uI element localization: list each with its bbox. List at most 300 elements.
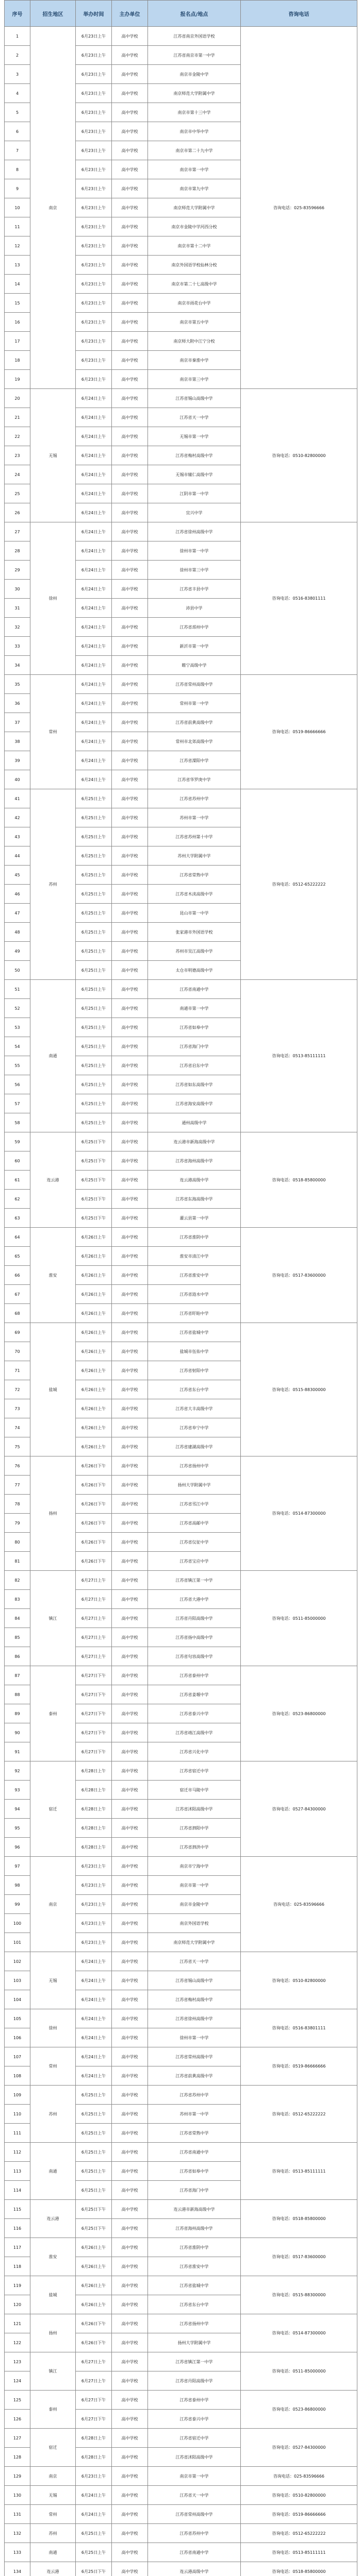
row-seq: 84 — [5, 1609, 30, 1628]
table-row — [5, 389, 357, 408]
row-time: 6月28日上午 — [76, 1781, 112, 1800]
row-area: 宿迁 — [30, 2429, 76, 2467]
row-time: 6月25日上午 — [76, 904, 112, 923]
row-time: 6月23日上午 — [76, 122, 112, 141]
row-venue: 江苏省天一中学 — [148, 2486, 241, 2505]
row-host: 高中学校 — [112, 1952, 148, 1971]
row-venue: 江苏省海安高级中学 — [148, 1094, 241, 1113]
row-time: 6月24日上午 — [76, 484, 112, 503]
row-host: 高中学校 — [112, 2124, 148, 2143]
row-contact: 咨询电话：0511-85000000 — [241, 1571, 357, 1666]
row-host: 高中学校 — [112, 1228, 148, 1247]
row-area: 泰州 — [30, 2391, 76, 2429]
row-host: 高中学校 — [112, 541, 148, 561]
row-area: 苏州 — [30, 789, 76, 980]
row-time: 6月28日上午 — [76, 1800, 112, 1819]
row-host: 高中学校 — [112, 2543, 148, 2562]
row-venue: 南京外国语学校仙林分校 — [148, 256, 241, 275]
row-host: 高中学校 — [112, 2505, 148, 2524]
row-host: 高中学校 — [112, 1723, 148, 1742]
row-time: 6月27日下午 — [76, 1723, 112, 1742]
row-venue: 无锡市第一中学 — [148, 427, 241, 446]
row-seq: 35 — [5, 675, 30, 694]
row-time: 6月26日上午 — [76, 1437, 112, 1456]
row-host: 高中学校 — [112, 2352, 148, 2371]
row-host: 高中学校 — [112, 1209, 148, 1228]
row-host: 高中学校 — [112, 351, 148, 370]
row-time: 6月25日上午 — [76, 2143, 112, 2162]
table-row — [5, 2086, 357, 2105]
row-venue: 江苏省大丰高级中学 — [148, 1399, 241, 1418]
row-time: 6月26日上午 — [76, 1418, 112, 1437]
row-host: 高中学校 — [112, 2009, 148, 2028]
table-row — [5, 1952, 357, 1971]
row-venue: 无锡市辅仁高级中学 — [148, 465, 241, 484]
row-venue: 江苏省淮阴中学 — [148, 1228, 241, 1247]
table-row — [5, 1456, 357, 1476]
row-host: 高中学校 — [112, 2333, 148, 2352]
row-host: 高中学校 — [112, 885, 148, 904]
row-seq: 9 — [5, 179, 30, 198]
row-seq: 66 — [5, 1266, 30, 1285]
row-host: 高中学校 — [112, 1571, 148, 1590]
row-time: 6月23日上午 — [76, 351, 112, 370]
row-host: 高中学校 — [112, 1819, 148, 1838]
row-venue: 苏州市第一中学 — [148, 2105, 241, 2124]
row-time: 6月26日上午 — [76, 1247, 112, 1266]
row-time: 6月27日上午 — [76, 1628, 112, 1647]
table-row — [5, 2505, 357, 2524]
row-venue: 江苏省镇江第一中学 — [148, 1571, 241, 1590]
row-venue: 南京师范大学附属中学 — [148, 198, 241, 217]
row-seq: 55 — [5, 1056, 30, 1075]
row-venue: 江苏省梅村高级中学 — [148, 446, 241, 465]
row-area: 南通 — [30, 2543, 76, 2562]
row-contact: 咨询电话：0512-65222222 — [241, 2524, 357, 2543]
row-host: 高中学校 — [112, 370, 148, 389]
row-area: 南京 — [30, 27, 76, 389]
row-host: 高中学校 — [112, 84, 148, 103]
row-seq: 72 — [5, 1380, 30, 1399]
row-area: 宿迁 — [30, 1761, 76, 1857]
row-seq: 98 — [5, 1876, 30, 1895]
row-host: 高中学校 — [112, 484, 148, 503]
row-time: 6月23日上午 — [76, 84, 112, 103]
table-row — [5, 980, 357, 999]
row-seq: 114 — [5, 2181, 30, 2200]
row-host: 高中学校 — [112, 1094, 148, 1113]
row-host: 高中学校 — [112, 1742, 148, 1761]
row-host: 高中学校 — [112, 141, 148, 160]
row-venue: 江苏省南京市第一中学 — [148, 46, 241, 65]
row-time: 6月26日上午 — [76, 1361, 112, 1380]
row-venue: 江苏省盐城中学 — [148, 1323, 241, 1342]
row-seq: 99 — [5, 1895, 30, 1914]
row-time: 6月24日上午 — [76, 503, 112, 522]
table-row — [5, 2486, 357, 2505]
row-host: 高中学校 — [112, 1456, 148, 1476]
row-time: 6月24日上午 — [76, 675, 112, 694]
row-seq: 97 — [5, 1857, 30, 1876]
row-venue: 江苏省泰州中学 — [148, 1666, 241, 1685]
row-host: 高中学校 — [112, 103, 148, 122]
row-venue: 江苏省宿迁中学 — [148, 2429, 241, 2448]
row-venue: 南京市金陵中学 — [148, 1895, 241, 1914]
row-time: 6月26日下午 — [76, 1533, 112, 1552]
row-time: 6月23日上午 — [76, 332, 112, 351]
table-row — [5, 2391, 357, 2410]
row-time: 6月25日上午 — [76, 2543, 112, 2562]
row-seq: 46 — [5, 885, 30, 904]
row-area: 淮安 — [30, 1228, 76, 1323]
row-venue: 江苏省常熟中学 — [148, 866, 241, 885]
row-host: 高中学校 — [112, 866, 148, 885]
row-area: 常州 — [30, 2505, 76, 2524]
table-row — [5, 2047, 357, 2066]
row-seq: 36 — [5, 694, 30, 713]
row-seq: 69 — [5, 1323, 30, 1342]
row-time: 6月26日上午 — [76, 1342, 112, 1361]
row-host: 高中学校 — [112, 2524, 148, 2543]
row-time: 6月23日上午 — [76, 217, 112, 236]
row-host: 高中学校 — [112, 2295, 148, 2314]
row-time: 6月25日上午 — [76, 1094, 112, 1113]
row-seq: 77 — [5, 1476, 30, 1495]
row-seq: 26 — [5, 503, 30, 522]
row-contact: 咨询电话：0519-86666666 — [241, 2047, 357, 2086]
row-time: 6月26日下午 — [76, 1514, 112, 1533]
row-contact: 咨询电话：0514-87300000 — [241, 2314, 357, 2352]
row-seq: 54 — [5, 1037, 30, 1056]
row-seq: 86 — [5, 1647, 30, 1666]
row-venue: 南京市宁海中学 — [148, 1857, 241, 1876]
row-time: 6月25日上午 — [76, 2524, 112, 2543]
row-host: 高中学校 — [112, 2162, 148, 2181]
row-seq: 128 — [5, 2448, 30, 2467]
row-venue: 南京外国语学校 — [148, 1914, 241, 1933]
row-host: 高中学校 — [112, 2066, 148, 2086]
row-area: 徐州 — [30, 2009, 76, 2047]
row-host: 高中学校 — [112, 656, 148, 675]
row-seq: 17 — [5, 332, 30, 351]
row-venue: 江苏省东海高级中学 — [148, 1190, 241, 1209]
table-row — [5, 2467, 357, 2486]
row-seq: 123 — [5, 2352, 30, 2371]
row-venue: 南京市雨花台中学 — [148, 294, 241, 313]
row-seq: 20 — [5, 389, 30, 408]
row-area: 南通 — [30, 980, 76, 1132]
row-seq: 125 — [5, 2391, 30, 2410]
row-time: 6月26日下午 — [76, 2333, 112, 2352]
row-area: 盐城 — [30, 1323, 76, 1456]
row-seq: 80 — [5, 1533, 30, 1552]
row-host: 高中学校 — [112, 675, 148, 694]
row-venue: 南通市第一中学 — [148, 999, 241, 1018]
row-seq: 117 — [5, 2238, 30, 2257]
row-venue: 江苏省海州高级中学 — [148, 1151, 241, 1171]
row-contact: 咨询电话：0519-86666666 — [241, 675, 357, 789]
row-host: 高中学校 — [112, 1018, 148, 1037]
row-host: 高中学校 — [112, 618, 148, 637]
row-area: 南京 — [30, 1857, 76, 1952]
row-venue: 南京市秦淮中学 — [148, 351, 241, 370]
row-seq: 83 — [5, 1590, 30, 1609]
header-seq: 序号 — [5, 1, 30, 27]
row-time: 6月25日下午 — [76, 1171, 112, 1190]
row-seq: 51 — [5, 980, 30, 999]
row-host: 高中学校 — [112, 2086, 148, 2105]
row-venue: 南京市第十三中学 — [148, 103, 241, 122]
row-contact: 咨询电话：0517-83600000 — [241, 2238, 357, 2276]
row-seq: 48 — [5, 923, 30, 942]
row-time: 6月23日上午 — [76, 236, 112, 256]
row-venue: 江苏省镇江第一中学 — [148, 2352, 241, 2371]
row-time: 6月25日上午 — [76, 2124, 112, 2143]
row-venue: 江苏省徐州高级中学 — [148, 522, 241, 541]
row-time: 6月24日上午 — [76, 408, 112, 427]
row-seq: 49 — [5, 942, 30, 961]
row-venue: 江苏省涟水中学 — [148, 1285, 241, 1304]
row-venue: 江苏省东台中学 — [148, 1380, 241, 1399]
row-host: 高中学校 — [112, 1266, 148, 1285]
row-venue: 江苏省宿迁中学 — [148, 1761, 241, 1781]
row-seq: 106 — [5, 2028, 30, 2047]
row-host: 高中学校 — [112, 1171, 148, 1190]
row-contact: 咨询电话：0527-84300000 — [241, 2429, 357, 2467]
row-time: 6月24日上午 — [76, 770, 112, 789]
row-host: 高中学校 — [112, 732, 148, 751]
schedule-table — [4, 0, 357, 2576]
row-venue: 南京市第一中学 — [148, 2467, 241, 2486]
row-venue: 江苏省如皋中学 — [148, 1018, 241, 1037]
table-row — [5, 1323, 357, 1342]
row-host: 高中学校 — [112, 1151, 148, 1171]
row-time: 6月23日上午 — [76, 370, 112, 389]
row-contact: 咨询电话：0510-82800000 — [241, 2486, 357, 2505]
schedule-sheet — [4, 0, 357, 2576]
row-time: 6月26日下午 — [76, 1495, 112, 1514]
row-venue: 南京市第九中学 — [148, 179, 241, 198]
row-venue: 江苏省常州高级中学 — [148, 675, 241, 694]
row-time: 6月23日上午 — [76, 46, 112, 65]
row-venue: 江苏省南通中学 — [148, 2543, 241, 2562]
row-time: 6月27日上午 — [76, 1571, 112, 1590]
row-time: 6月24日上午 — [76, 1971, 112, 1990]
row-host: 高中学校 — [112, 1437, 148, 1456]
row-venue: 江苏省大港中学 — [148, 1590, 241, 1609]
row-seq: 104 — [5, 1990, 30, 2009]
row-seq: 5 — [5, 103, 30, 122]
row-host: 高中学校 — [112, 522, 148, 541]
row-seq: 27 — [5, 522, 30, 541]
row-contact: 咨询电话：0523-86800000 — [241, 1666, 357, 1761]
row-time: 6月24日上午 — [76, 389, 112, 408]
row-venue: 淮安市清江中学 — [148, 1247, 241, 1266]
row-host: 高中学校 — [112, 198, 148, 217]
row-time: 6月24日上午 — [76, 2028, 112, 2047]
row-time: 6月24日上午 — [76, 522, 112, 541]
row-time: 6月23日上午 — [76, 198, 112, 217]
row-seq: 47 — [5, 904, 30, 923]
row-contact: 咨询电话：0511-85000000 — [241, 2352, 357, 2391]
row-time: 6月25日上午 — [76, 2105, 112, 2124]
row-host: 高中学校 — [112, 2028, 148, 2047]
row-area: 扬州 — [30, 1456, 76, 1571]
row-time: 6月24日上午 — [76, 427, 112, 446]
row-area: 苏州 — [30, 2086, 76, 2143]
row-time: 6月27日上午 — [76, 2371, 112, 2391]
row-seq: 127 — [5, 2429, 30, 2448]
row-area: 泰州 — [30, 1666, 76, 1761]
row-seq: 107 — [5, 2047, 30, 2066]
row-host: 高中学校 — [112, 503, 148, 522]
row-seq: 95 — [5, 1819, 30, 1838]
row-time: 6月24日上午 — [76, 694, 112, 713]
row-venue: 常州市第一中学 — [148, 694, 241, 713]
row-host: 高中学校 — [112, 1285, 148, 1304]
row-venue: 江苏省建湖高级中学 — [148, 1437, 241, 1456]
row-time: 6月24日上午 — [76, 599, 112, 618]
row-venue: 宿迁市马陵中学 — [148, 1781, 241, 1800]
row-seq: 91 — [5, 1742, 30, 1761]
row-host: 高中学校 — [112, 256, 148, 275]
row-seq: 8 — [5, 160, 30, 179]
row-time: 6月25日下午 — [76, 1190, 112, 1209]
row-seq: 40 — [5, 770, 30, 789]
row-time: 6月24日上午 — [76, 1952, 112, 1971]
row-host: 高中学校 — [112, 179, 148, 198]
row-time: 6月25日下午 — [76, 1209, 112, 1228]
row-host: 高中学校 — [112, 1495, 148, 1514]
row-venue: 扬州大学附属中学 — [148, 2333, 241, 2352]
header-contact: 咨询电话 — [241, 1, 357, 27]
row-venue: 江苏省溧阳中学 — [148, 751, 241, 770]
table-row — [5, 789, 357, 808]
row-time: 6月28日上午 — [76, 1838, 112, 1857]
row-time: 6月26日上午 — [76, 1285, 112, 1304]
row-seq: 88 — [5, 1685, 30, 1704]
row-venue: 江苏省苏州中学 — [148, 789, 241, 808]
row-time: 6月26日上午 — [76, 1228, 112, 1247]
row-host: 高中学校 — [112, 2410, 148, 2429]
row-time: 6月25日上午 — [76, 2181, 112, 2200]
row-seq: 134 — [5, 2562, 30, 2576]
row-seq: 22 — [5, 427, 30, 446]
row-venue: 南京市第三中学 — [148, 370, 241, 389]
row-venue: 江阴市第一中学 — [148, 484, 241, 503]
row-venue: 江苏省前黄高级中学 — [148, 713, 241, 732]
row-contact: 咨询电话：025-83596666 — [241, 1857, 357, 1952]
row-venue: 盐城市伍佑中学 — [148, 1342, 241, 1361]
row-time: 6月25日上午 — [76, 999, 112, 1018]
row-seq: 103 — [5, 1971, 30, 1990]
row-venue: 江苏省锡山高级中学 — [148, 389, 241, 408]
row-venue: 江苏省前黄高级中学 — [148, 2066, 241, 2086]
row-time: 6月24日上午 — [76, 2486, 112, 2505]
row-seq: 78 — [5, 1495, 30, 1514]
row-time: 6月25日上午 — [76, 923, 112, 942]
row-seq: 29 — [5, 561, 30, 580]
row-time: 6月26日上午 — [76, 2295, 112, 2314]
row-seq: 38 — [5, 732, 30, 751]
row-venue: 南京市第二十九中学 — [148, 141, 241, 160]
row-venue: 江苏省扬州中学 — [148, 2314, 241, 2333]
row-host: 高中学校 — [112, 751, 148, 770]
row-time: 6月23日上午 — [76, 294, 112, 313]
row-venue: 江苏省海门中学 — [148, 2181, 241, 2200]
table-row — [5, 1761, 357, 1781]
row-time: 6月27日上午 — [76, 1647, 112, 1666]
row-host: 高中学校 — [112, 1552, 148, 1571]
row-seq: 6 — [5, 122, 30, 141]
row-host: 高中学校 — [112, 2105, 148, 2124]
row-seq: 74 — [5, 1418, 30, 1437]
row-venue: 扬州大学附属中学 — [148, 1476, 241, 1495]
row-host: 高中学校 — [112, 980, 148, 999]
row-venue: 江苏省泗洪中学 — [148, 1838, 241, 1857]
row-seq: 82 — [5, 1571, 30, 1590]
row-venue: 江苏省淮阴中学 — [148, 2238, 241, 2257]
row-seq: 75 — [5, 1437, 30, 1456]
row-host: 高中学校 — [112, 1876, 148, 1895]
row-seq: 7 — [5, 141, 30, 160]
row-host: 高中学校 — [112, 1685, 148, 1704]
row-time: 6月27日下午 — [76, 2391, 112, 2410]
row-seq: 70 — [5, 1342, 30, 1361]
row-area: 镇江 — [30, 2352, 76, 2391]
row-host: 高中学校 — [112, 1800, 148, 1819]
row-seq: 67 — [5, 1285, 30, 1304]
row-venue: 南京市第五中学 — [148, 313, 241, 332]
row-host: 高中学校 — [112, 1838, 148, 1857]
row-seq: 85 — [5, 1628, 30, 1647]
row-time: 6月25日上午 — [76, 2162, 112, 2181]
row-time: 6月25日上午 — [76, 789, 112, 808]
row-venue: 江苏省如东高级中学 — [148, 1075, 241, 1094]
row-time: 6月24日上午 — [76, 751, 112, 770]
table-row — [5, 2009, 357, 2028]
row-venue: 南京师范大学附属中学 — [148, 1933, 241, 1952]
row-seq: 94 — [5, 1800, 30, 1819]
row-time: 6月23日上午 — [76, 256, 112, 275]
row-time: 6月26日下午 — [76, 2314, 112, 2333]
row-venue: 新沂市第一中学 — [148, 637, 241, 656]
row-seq: 68 — [5, 1304, 30, 1323]
row-venue: 江苏省锡山高级中学 — [148, 1971, 241, 1990]
row-area: 连云港 — [30, 2200, 76, 2238]
row-host: 高中学校 — [112, 1190, 148, 1209]
row-area: 盐城 — [30, 2276, 76, 2314]
row-time: 6月23日上午 — [76, 1914, 112, 1933]
row-time: 6月25日下午 — [76, 1132, 112, 1151]
row-time: 6月23日上午 — [76, 275, 112, 294]
row-host: 高中学校 — [112, 1323, 148, 1342]
row-venue: 江苏省邳州中学 — [148, 618, 241, 637]
table-row — [5, 1857, 357, 1876]
table-row — [5, 2143, 357, 2162]
row-venue: 江苏省木渎高级中学 — [148, 885, 241, 904]
row-seq: 24 — [5, 465, 30, 484]
row-venue: 江苏省天一中学 — [148, 1952, 241, 1971]
row-time: 6月27日上午 — [76, 2352, 112, 2371]
row-host: 高中学校 — [112, 27, 148, 46]
row-seq: 28 — [5, 541, 30, 561]
row-time: 6月23日上午 — [76, 1895, 112, 1914]
row-venue: 南京市金陵中学河西分校 — [148, 217, 241, 236]
row-host: 高中学校 — [112, 275, 148, 294]
row-host: 高中学校 — [112, 1895, 148, 1914]
table-row — [5, 2352, 357, 2371]
